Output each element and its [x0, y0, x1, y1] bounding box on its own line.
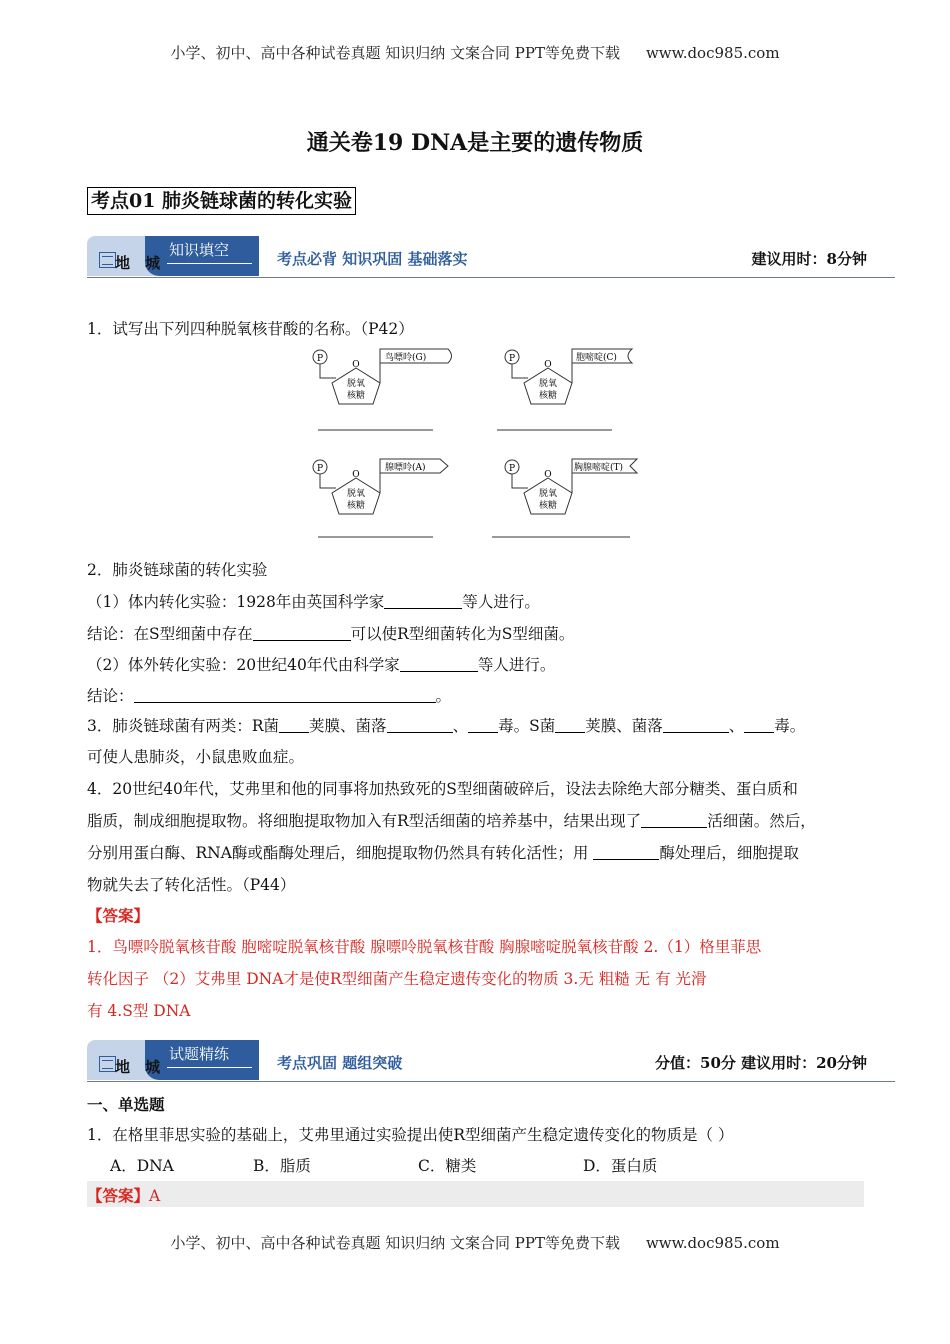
svg-text:P: P	[316, 464, 324, 474]
svg-text:O: O	[352, 470, 360, 480]
base-label: 胸腺嘧啶(T)	[574, 463, 624, 473]
banner-time: 建议用时：8分钟	[751, 250, 867, 268]
blank-field[interactable]	[593, 844, 659, 861]
svg-text:脱氧: 脱氧	[538, 379, 558, 389]
question-3-line-1: 3．肺炎链球菌有两类：R菌 荚膜、菌落 、 毒。S菌 荚膜、菌落 、 毒。	[87, 717, 806, 735]
svg-text:脱氧: 脱氧	[538, 489, 558, 499]
question-4-line-1: 4．20世纪40年代，艾弗里和他的同事将加热致死的S型细菌破碎后，设法去除绝大部分糖类、蛋白质和	[87, 780, 798, 798]
knowledge-banner	[87, 236, 895, 278]
blank-field[interactable]	[663, 717, 729, 734]
nucleotide-t	[492, 459, 637, 537]
section-heading: 考点01 肺炎链球菌的转化实验	[87, 187, 356, 215]
mcq-1-answer: 【答案】A	[87, 1186, 161, 1205]
mcq-1-option-b[interactable]: B．脂质	[253, 1157, 311, 1175]
base-label: 胞嘧啶(C)	[576, 353, 617, 363]
practice-banner	[87, 1040, 895, 1082]
page-footer	[0, 1232, 950, 1253]
svg-text:脱氧: 脱氧	[346, 379, 366, 389]
blank-field[interactable]	[253, 625, 351, 642]
answer-line-3: 有 4.S型 DNA	[87, 1002, 191, 1020]
question-4-line-3: 分别用蛋白酶、RNA酶或酯酶处理后，细胞提取物仍然具有转化活性；用 酶处理后，细胞提取	[87, 844, 799, 862]
header-url[interactable]: www.doc985.com	[645, 44, 780, 62]
blank-field[interactable]	[400, 656, 478, 673]
phosphate-label: P	[316, 354, 324, 364]
svg-text:O: O	[544, 470, 552, 480]
banner-tab-label: 试题精练	[169, 1045, 230, 1063]
blank-field[interactable]	[468, 717, 498, 734]
svg-text:核糖: 核糖	[538, 501, 558, 511]
question-2-heading: 2．肺炎链球菌的转化实验	[87, 561, 268, 579]
section-single-choice: 一、单选题	[87, 1095, 165, 1114]
page-title: 通关卷19 DNA是主要的遗传物质	[306, 130, 644, 156]
answer-line-2: 转化因子 （2）艾弗里 DNA才是使R型细菌产生稳定遗传变化的物质 3.无 粗糙 无 有 光滑	[87, 970, 707, 988]
mcq-1-option-d[interactable]: D．蛋白质	[583, 1157, 658, 1175]
banner-logo-label: 地 城	[115, 254, 162, 272]
base-label: 腺嘌呤(A)	[385, 463, 426, 473]
svg-text:核糖: 核糖	[538, 391, 558, 401]
nucleotide-c	[497, 349, 632, 430]
question-4-line-2: 脂质，制成细胞提取物。将细胞提取物加入有R型活细菌的培养基中，结果出现了 活细菌。然后，	[87, 812, 816, 830]
svg-text:核糖: 核糖	[346, 501, 366, 511]
blank-field[interactable]	[387, 717, 453, 734]
banner-tab-label: 知识填空	[169, 241, 230, 259]
header-text: 小学、初中、高中各种试卷真题 知识归纳 文案合同 PPT等免费下载	[170, 44, 620, 62]
svg-text:脱氧: 脱氧	[346, 489, 366, 499]
answer-line-1: 1．鸟嘌呤脱氧核苷酸 胞嘧啶脱氧核苷酸 腺嘌呤脱氧核苷酸 胸腺嘧啶脱氧核苷酸 2.（1）格里菲思	[87, 938, 762, 956]
question-2-line-2: 结论：在S型细菌中存在 可以使R型细菌转化为S型细菌。	[87, 625, 575, 643]
question-2-line-4: 结论： 。	[87, 687, 452, 705]
svg-text:O: O	[352, 360, 360, 370]
svg-text:核糖: 核糖	[346, 391, 366, 401]
answer-label: 【答案】	[87, 906, 150, 925]
svg-text:P: P	[508, 354, 516, 364]
mcq-1-option-c[interactable]: C．糖类	[418, 1157, 477, 1175]
banner-score-time: 分值：50分 建议用时：20分钟	[655, 1054, 867, 1072]
blank-field[interactable]	[555, 717, 585, 734]
question-1: 1．试写出下列四种脱氧核苷酸的名称。（P42）	[87, 320, 414, 338]
answer-bar	[87, 1181, 864, 1207]
question-2-line-3: （2）体外转化实验：20世纪40年代由科学家 等人进行。	[87, 656, 556, 674]
banner-logo-label: 地 城	[115, 1058, 162, 1076]
nucleotide-diagrams	[300, 342, 650, 547]
blank-field[interactable]	[279, 717, 309, 734]
nucleotide-a	[313, 459, 448, 537]
nucleotide-g	[313, 349, 452, 430]
svg-text:O: O	[544, 360, 552, 370]
banner-subtitle: 考点巩固 题组突破	[277, 1054, 403, 1072]
base-label: 鸟嘌呤(G)	[385, 353, 427, 363]
blank-field[interactable]	[384, 593, 462, 610]
banner-subtitle: 考点必背 知识巩固 基础落实	[277, 250, 468, 268]
mcq-1-question: 1．在格里菲思实验的基础上，艾弗里通过实验提出使R型细菌产生稳定遗传变化的物质是（ ）	[87, 1126, 734, 1144]
blank-field[interactable]	[641, 812, 707, 829]
question-2-line-1: （1）体内转化实验：1928年由英国科学家 等人进行。	[87, 593, 540, 611]
page-header	[0, 42, 950, 63]
notebook-icon	[99, 252, 116, 268]
blank-field[interactable]	[134, 687, 436, 704]
question-3-line-2: 可使人患肺炎，小鼠患败血症。	[87, 748, 305, 766]
mcq-1-option-a[interactable]: A．DNA	[110, 1157, 174, 1175]
notebook-icon	[99, 1056, 116, 1072]
footer-url[interactable]: www.doc985.com	[645, 1234, 780, 1252]
footer-text: 小学、初中、高中各种试卷真题 知识归纳 文案合同 PPT等免费下载	[170, 1234, 620, 1252]
blank-field[interactable]	[744, 717, 774, 734]
question-4-line-4: 物就失去了转化活性。（P44）	[87, 876, 296, 894]
svg-text:P: P	[508, 464, 516, 474]
